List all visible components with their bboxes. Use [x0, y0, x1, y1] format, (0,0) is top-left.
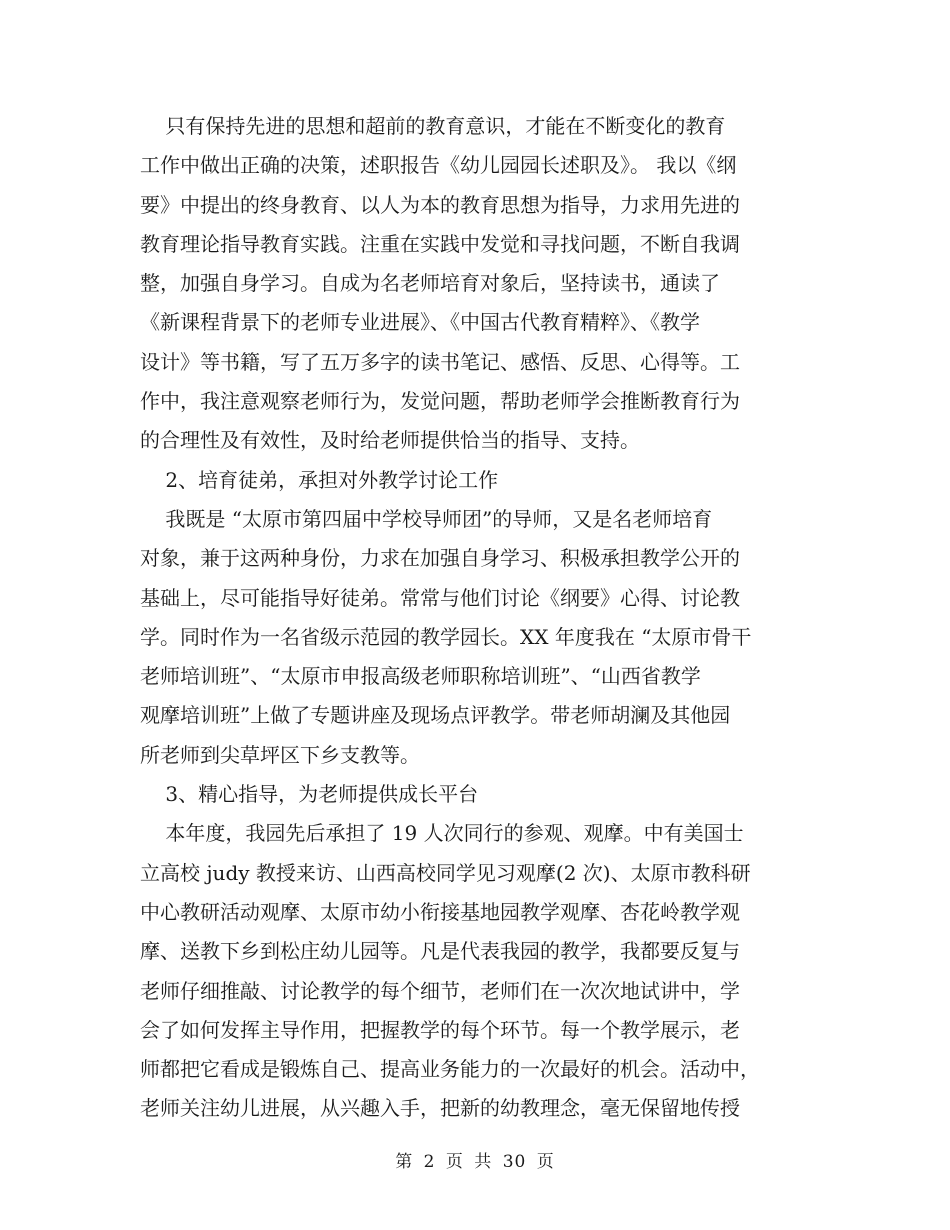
page-footer: [0, 1150, 950, 1174]
text-line: 老师仔细推敲、讨论教学的每个细节，老师们在一次次地试讲中，学: [140, 978, 740, 1003]
text-line: 的合理性及有效性，及时给老师提供恰当的指导、支持。: [140, 428, 640, 453]
text-line: 基础上，尽可能指导好徒弟。常常与他们讨论《纲要》心得、讨论教: [140, 585, 740, 610]
text-line: 老师关注幼儿进展，从兴趣入手，把新的幼教理念，毫无保留地传授: [140, 1096, 740, 1121]
text-line: 学。同时作为一名省级示范园的教学园长。XX 年度我在 “太原市骨干: [140, 624, 752, 649]
text-line: 本年度，我园先后承担了 19 人次同行的参观、观摩。中有美国士: [140, 821, 744, 846]
text-line: 作中，我注意观察老师行为，发觉问题，帮助老师学会推断教育行为: [140, 389, 740, 414]
text-line: 会了如何发挥主导作用，把握教学的每个环节。每一个教学展示，老: [140, 1017, 740, 1042]
page-number: 第 2 页 共 30 页: [395, 1152, 555, 1172]
text-line: 所老师到尖草坪区下乡支教等。: [140, 742, 420, 767]
text-line: 我既是 “太原市第四届中学校导师团”的导师，又是名老师培育: [140, 506, 713, 531]
text-line: 工作中做出正确的决策，述职报告《幼儿园园长述职及》。 我以《纲: [140, 153, 737, 178]
text-line: 观摩培训班”上做了专题讲座及现场点评教学。带老师胡澜及其他园: [140, 703, 731, 728]
text-line: 教育理论指导教育实践。注重在实践中发觉和寻找问题，不断自我调: [140, 231, 740, 256]
text-line: 对象，兼于这两种身份，力求在加强自身学习、积极承担教学公开的: [140, 546, 740, 571]
text-line: 摩、送教下乡到松庄幼儿园等。凡是代表我园的教学，我都要反复与: [140, 939, 740, 964]
text-line: 整，加强自身学习。自成为名老师培育对象后，坚持读书，通读了: [140, 271, 720, 296]
text-line: 要》中提出的终身教育、以人为本的教育思想为指导，力求用先进的: [140, 192, 740, 217]
section-heading: 2、培育徒弟，承担对外教学讨论工作: [140, 467, 499, 492]
text-line: 立高校 judy 教授来访、山西高校同学见习观摩(2 次)、太原市教科研: [140, 860, 751, 885]
text-line: 老师培训班”、“太原市申报高级老师职称培训班”、“山西省教学: [140, 664, 701, 689]
text-line: 《新课程背景下的老师专业进展》、《中国古代教育精粹》、《教学: [140, 310, 700, 335]
section-heading: 3、精心指导，为老师提供成长平台: [140, 782, 479, 807]
text-line: 设计》等书籍，写了五万多字的读书笔记、感悟、反思、心得等。工: [140, 349, 740, 374]
text-line: 师都把它看成是锻炼自己、提高业务能力的一次最好的机会。活动中，: [140, 1057, 760, 1082]
body-text: [140, 107, 800, 1129]
text-line: 只有保持先进的思想和超前的教育意识，才能在不断变化的教育: [140, 114, 726, 138]
text-line: 中心教研活动观摩、太原市幼小衔接基地园教学观摩、杏花岭教学观: [140, 899, 740, 924]
